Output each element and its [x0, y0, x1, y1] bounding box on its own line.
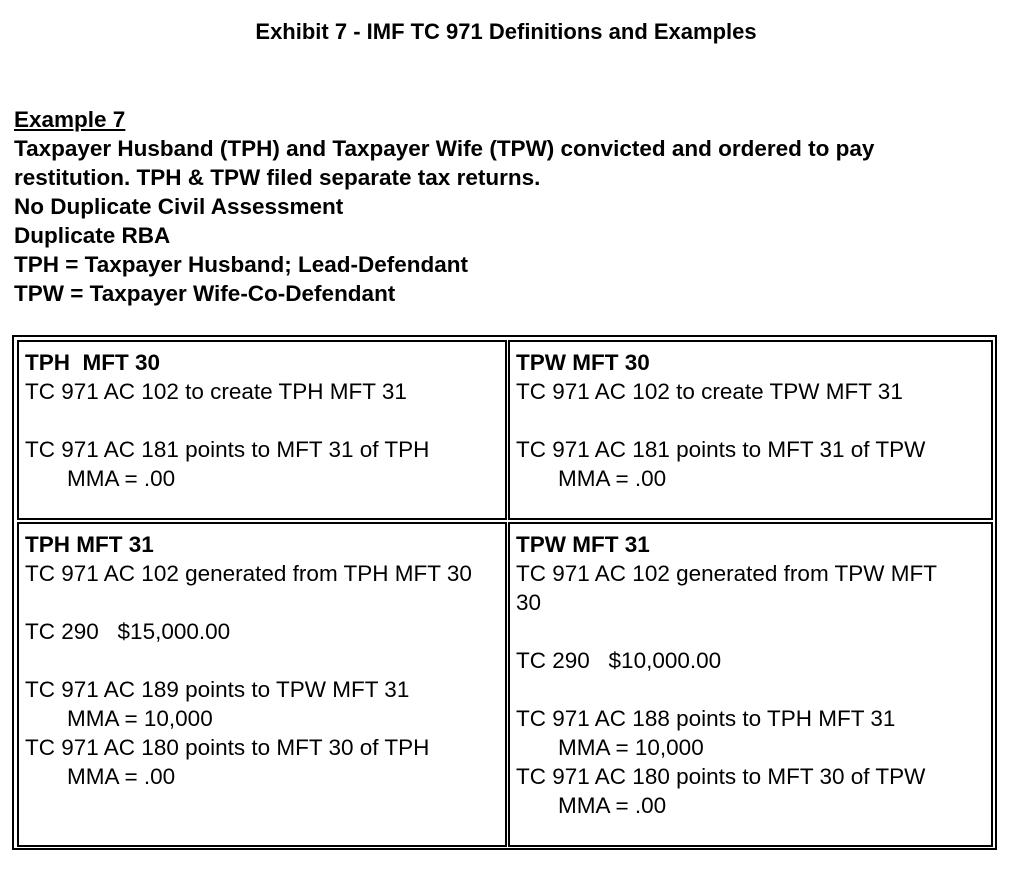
cell-line: TC 971 AC 180 points to MFT 30 of TPW [516, 764, 926, 789]
cell-line: TC 971 AC 102 generated from TPH MFT 30 [25, 561, 472, 586]
intro-line: Taxpayer Husband (TPH) and Taxpayer Wife (TPW) convicted and ordered to pay [14, 136, 875, 161]
cell-heading: TPH MFT 30 [25, 350, 161, 375]
cell-line: MMA = .00 [558, 466, 667, 491]
cell-line: TC 971 AC 102 generated from TPW MFT 30 [516, 561, 937, 615]
cell-line: TC 290 $15,000.00 [25, 619, 231, 644]
intro-line: restitution. TPH & TPW filed separate tax returns. [14, 165, 541, 190]
cell-line: TC 971 AC 180 points to MFT 30 of TPH [25, 735, 430, 760]
cell-line: MMA = 10,000 [558, 735, 704, 760]
cell-tpw-mft30 [508, 340, 993, 520]
cell-line: MMA = 10,000 [67, 706, 213, 731]
cell-heading: TPW MFT 30 [516, 350, 650, 375]
cell-line: MMA = .00 [67, 764, 176, 789]
examples-table [12, 335, 997, 850]
cell-heading: TPH MFT 31 [25, 532, 154, 557]
cell-line: TC 971 AC 188 points to TPH MFT 31 [516, 706, 896, 731]
page-title: Exhibit 7 - IMF TC 971 Definitions and Examples [255, 19, 757, 44]
cell-line: TC 971 AC 181 points to MFT 31 of TPH [25, 437, 430, 462]
example-heading: Example 7 [14, 107, 126, 132]
intro-line: No Duplicate Civil Assessment [14, 194, 344, 219]
cell-line: TC 971 AC 102 to create TPH MFT 31 [25, 379, 407, 404]
intro-line: Duplicate RBA [14, 223, 171, 248]
intro-line: TPH = Taxpayer Husband; Lead-Defendant [14, 252, 469, 277]
cell-tph-mft31 [17, 522, 507, 847]
intro-line: TPW = Taxpayer Wife-Co-Defendant [14, 281, 396, 306]
cell-heading: TPW MFT 31 [516, 532, 650, 557]
cell-tpw-mft31 [508, 522, 993, 847]
cell-tph-mft30 [17, 340, 507, 520]
cell-line: MMA = .00 [558, 793, 667, 818]
cell-line: MMA = .00 [67, 466, 176, 491]
cell-line: TC 971 AC 189 points to TPW MFT 31 [25, 677, 410, 702]
example-intro [14, 105, 1004, 308]
cell-line: TC 290 $10,000.00 [516, 648, 722, 673]
cell-line: TC 971 AC 181 points to MFT 31 of TPW [516, 437, 926, 462]
cell-line: TC 971 AC 102 to create TPW MFT 31 [516, 379, 903, 404]
